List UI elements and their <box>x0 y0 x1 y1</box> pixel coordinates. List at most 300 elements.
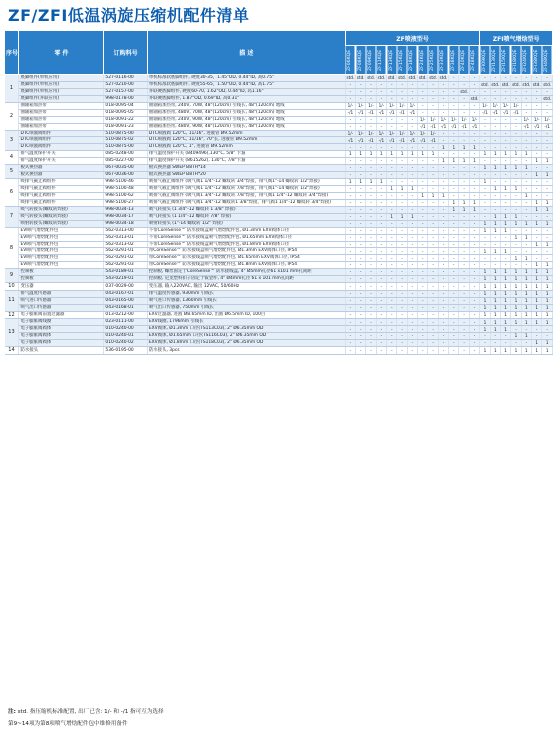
availability-cell: 1 <box>345 179 355 186</box>
availability-cell: - <box>459 340 469 347</box>
availability-cell: - <box>366 326 376 333</box>
availability-cell: - <box>418 165 428 172</box>
availability-cell: - <box>345 192 355 199</box>
availability-cell: 1/- <box>490 102 500 109</box>
availability-cell: 1 <box>490 220 500 227</box>
availability-cell: - <box>532 165 542 172</box>
part-code: 037-0029-00 <box>104 283 147 291</box>
availability-cell: 1 <box>500 227 510 234</box>
availability-cell: - <box>449 326 459 333</box>
availability-cell: - <box>521 227 531 234</box>
availability-cell: - <box>469 326 479 333</box>
availability-cell: - <box>438 304 448 311</box>
availability-cell: - <box>438 95 448 102</box>
availability-cell: - <box>407 241 417 248</box>
availability-cell: - <box>449 165 459 172</box>
availability-cell: - <box>397 88 407 95</box>
availability-cell: - <box>500 199 510 206</box>
availability-cell: - <box>366 241 376 248</box>
availability-cell: - <box>407 333 417 340</box>
part-name: EVI喷气增焓配件包 <box>19 248 104 255</box>
availability-cell: 1 <box>449 199 459 206</box>
availability-cell: - <box>407 227 417 234</box>
availability-cell: - <box>397 123 407 130</box>
availability-cell: - <box>356 340 366 347</box>
availability-cell: - <box>490 192 500 199</box>
availability-cell: - <box>407 319 417 326</box>
availability-cell: - <box>449 276 459 283</box>
availability-cell: - <box>511 137 521 144</box>
availability-cell: - <box>345 234 355 241</box>
part-desc: 喷气出口传感器, 750mm 引线长 <box>147 304 345 311</box>
availability-cell: - <box>469 81 479 88</box>
availability-cell: - <box>387 304 397 311</box>
availability-cell: - <box>418 269 428 276</box>
part-name: DTC喷液阀组件 <box>19 144 104 151</box>
availability-cell: -/1 <box>428 123 438 130</box>
part-desc: 不带CoreSense™ 防水接线盒喷气增焓配件包, Ø1.8mm EXV阀体口径 <box>147 241 345 248</box>
availability-cell: - <box>521 137 531 144</box>
availability-cell: - <box>438 241 448 248</box>
part-code: 527-0116-00 <box>104 75 147 82</box>
part-code: 562-0313-00 <box>104 227 147 234</box>
availability-cell: 1 <box>490 151 500 158</box>
availability-cell: - <box>418 319 428 326</box>
availability-cell: - <box>387 297 397 304</box>
availability-cell: - <box>459 151 469 158</box>
availability-cell: - <box>490 130 500 137</box>
availability-cell: - <box>387 81 397 88</box>
availability-cell: - <box>428 158 438 165</box>
availability-cell: - <box>345 81 355 88</box>
availability-cell: - <box>366 199 376 206</box>
part-code: 562-0291-03 <box>104 262 147 269</box>
availability-cell: - <box>480 137 490 144</box>
availability-cell: - <box>532 234 542 241</box>
availability-cell: - <box>376 158 386 165</box>
availability-cell: 1 <box>366 179 376 186</box>
availability-cell: - <box>397 340 407 347</box>
model-header: ZF40KQE <box>459 46 469 75</box>
availability-cell: - <box>542 165 553 172</box>
part-name: EVI喷气增焓配件包 <box>19 262 104 269</box>
availability-cell: - <box>428 109 438 116</box>
table-row <box>5 311 553 319</box>
availability-cell: -/1 <box>469 123 479 130</box>
footnote-label: 注: <box>8 709 16 715</box>
availability-cell: - <box>480 88 490 95</box>
availability-cell: 1 <box>490 165 500 172</box>
availability-cell: - <box>428 220 438 227</box>
availability-cell: 1 <box>521 311 531 319</box>
part-desc: 板式换热器 SWEP B8TH*14 <box>147 165 345 172</box>
availability-cell: - <box>542 109 553 116</box>
availability-cell: - <box>356 347 366 355</box>
availability-cell: - <box>542 88 553 95</box>
availability-cell: - <box>438 333 448 340</box>
availability-cell: 1 <box>542 283 553 291</box>
availability-cell: - <box>418 172 428 179</box>
availability-cell: 1 <box>542 158 553 165</box>
availability-cell: 1 <box>480 347 490 355</box>
availability-cell: - <box>397 192 407 199</box>
availability-cell: - <box>532 186 542 193</box>
availability-cell: - <box>356 81 366 88</box>
availability-cell: - <box>532 130 542 137</box>
part-name: 排气温度传感器 <box>19 290 104 297</box>
availability-cell: - <box>449 75 459 82</box>
availability-cell: 1 <box>532 290 542 297</box>
table-row <box>5 241 553 248</box>
table-row <box>5 130 553 137</box>
availability-cell: - <box>428 248 438 255</box>
part-name: 排气温度保护开关 <box>19 158 104 165</box>
availability-cell: - <box>469 137 479 144</box>
availability-cell: 1 <box>542 199 553 206</box>
availability-cell: - <box>387 347 397 355</box>
table-row <box>5 137 553 144</box>
model-header: ZF18KQE <box>407 46 417 75</box>
availability-cell: - <box>438 234 448 241</box>
part-code: 998-5100-46 <box>104 179 147 186</box>
availability-cell: - <box>397 116 407 123</box>
availability-cell: - <box>449 137 459 144</box>
availability-cell: 1/- <box>387 130 397 137</box>
availability-cell: - <box>469 165 479 172</box>
availability-cell: - <box>459 137 469 144</box>
availability-cell: - <box>469 276 479 283</box>
availability-cell: - <box>356 144 366 151</box>
availability-cell: - <box>387 123 397 130</box>
model-header: ZF25KQE <box>428 46 438 75</box>
availability-cell: 1 <box>480 276 490 283</box>
availability-cell: - <box>459 95 469 102</box>
availability-cell: - <box>345 186 355 193</box>
part-code: 023-0111-00 <box>104 319 147 326</box>
availability-cell: - <box>438 165 448 172</box>
availability-cell: - <box>511 144 521 151</box>
availability-cell: - <box>521 130 531 137</box>
availability-cell: - <box>366 269 376 276</box>
availability-cell: - <box>418 88 428 95</box>
availability-cell: - <box>459 75 469 82</box>
availability-cell: - <box>376 123 386 130</box>
availability-cell: - <box>449 227 459 234</box>
availability-cell: - <box>459 319 469 326</box>
availability-cell: - <box>407 144 417 151</box>
availability-cell: - <box>387 95 397 102</box>
availability-cell: - <box>532 326 542 333</box>
availability-cell: 1 <box>490 276 500 283</box>
model-header: ZFI18KQE <box>511 46 521 75</box>
availability-cell: - <box>428 88 438 95</box>
part-name: 变压器 <box>19 283 104 291</box>
availability-cell: - <box>356 297 366 304</box>
availability-cell: - <box>397 276 407 283</box>
availability-cell: - <box>542 186 553 193</box>
footnotes <box>8 706 548 730</box>
part-name: 板式换热器 <box>19 172 104 179</box>
availability-cell: - <box>532 151 542 158</box>
availability-cell: 1 <box>480 165 490 172</box>
availability-cell: - <box>345 304 355 311</box>
availability-cell: - <box>428 172 438 179</box>
availability-cell: - <box>469 213 479 220</box>
part-name: 吸排气截止阀组件 <box>19 186 104 193</box>
availability-cell: - <box>480 130 490 137</box>
availability-cell: - <box>490 206 500 213</box>
availability-cell: -/1 <box>418 123 428 130</box>
availability-cell: - <box>418 109 428 116</box>
availability-cell: 1 <box>521 192 531 199</box>
availability-cell: -/1 <box>356 109 366 116</box>
availability-cell: - <box>438 311 448 319</box>
availability-cell: - <box>376 88 386 95</box>
part-code: 562-0313-01 <box>104 234 147 241</box>
availability-cell: - <box>449 319 459 326</box>
table-row <box>5 220 553 227</box>
availability-cell: - <box>449 283 459 291</box>
availability-cell: - <box>532 137 542 144</box>
availability-cell: - <box>469 172 479 179</box>
availability-cell: - <box>345 123 355 130</box>
page-title: ZF/ZFI低温涡旋压缩机配件清单 <box>8 6 250 25</box>
parts-table <box>4 30 553 355</box>
availability-cell: - <box>542 144 553 151</box>
availability-cell: - <box>438 151 448 158</box>
availability-cell: - <box>438 248 448 255</box>
availability-cell: 1 <box>542 319 553 326</box>
table-row <box>5 304 553 311</box>
availability-cell: - <box>521 95 531 102</box>
availability-cell: - <box>428 234 438 241</box>
availability-cell: - <box>387 179 397 186</box>
availability-cell: - <box>345 227 355 234</box>
header-code: 订购料号 <box>104 31 147 75</box>
availability-cell: - <box>480 75 490 82</box>
part-desc: DTC喷液阀 120°C, 11/16", 70"长, 进液管 Ø9.52mm <box>147 137 345 144</box>
availability-cell: - <box>397 172 407 179</box>
model-header: ZF48KQE <box>469 46 479 75</box>
availability-cell: std. <box>439 75 448 81</box>
availability-cell: - <box>345 248 355 255</box>
availability-cell: - <box>418 248 428 255</box>
availability-cell: - <box>521 102 531 109</box>
availability-cell: - <box>449 304 459 311</box>
availability-cell: - <box>459 220 469 227</box>
availability-cell: 1 <box>521 220 531 227</box>
availability-cell: 1 <box>345 151 355 158</box>
availability-cell: - <box>387 116 397 123</box>
model-header: ZF06KQE <box>345 46 355 75</box>
availability-cell: - <box>397 165 407 172</box>
availability-cell: 1 <box>521 283 531 291</box>
availability-cell: - <box>407 165 417 172</box>
availability-cell: - <box>418 297 428 304</box>
availability-cell: - <box>469 75 479 82</box>
table-row <box>5 262 553 269</box>
availability-cell: -/1 <box>449 123 459 130</box>
availability-cell: - <box>469 109 479 116</box>
availability-cell: - <box>521 179 531 186</box>
availability-cell: - <box>397 333 407 340</box>
availability-cell: - <box>397 227 407 234</box>
availability-cell: 1 <box>459 144 469 151</box>
availability-cell: - <box>407 234 417 241</box>
availability-cell: - <box>387 248 397 255</box>
availability-cell: 1 <box>490 311 500 319</box>
availability-cell: - <box>376 333 386 340</box>
availability-cell: - <box>376 186 386 193</box>
availability-cell: - <box>345 213 355 220</box>
availability-cell: 1 <box>459 199 469 206</box>
availability-cell: std. <box>532 82 541 88</box>
availability-cell: - <box>418 241 428 248</box>
model-header: ZF15KQE <box>397 46 407 75</box>
availability-cell: 1 <box>490 213 500 220</box>
availability-cell: - <box>376 192 386 199</box>
availability-cell: - <box>469 333 479 340</box>
availability-cell: 1/- <box>480 102 490 109</box>
availability-cell: 1 <box>449 158 459 165</box>
availability-cell: - <box>356 319 366 326</box>
part-desc: 单机标准软底脚组件, 硬度55-65，1.50"OD, 0.44"ID, 高1.75" <box>147 81 345 88</box>
availability-cell: - <box>542 326 553 333</box>
table-row <box>5 192 553 199</box>
availability-cell: - <box>490 88 500 95</box>
availability-cell: - <box>511 199 521 206</box>
part-desc: 曲轴箱加热带, 480V, 90W, 48"(120cm) 引线长, 48"(120cm) 地线 <box>147 123 345 130</box>
availability-cell: - <box>469 283 479 291</box>
availability-cell: 1 <box>480 283 490 291</box>
availability-cell: - <box>490 340 500 347</box>
row-seq: 7 <box>5 206 19 227</box>
part-desc: 吸排气截止阀组件 (吸气阀1 3/4"-12 螺纹转1 3/8"焊接，排气阀1 1/4"-12 螺纹转 3/4"焊接) <box>147 199 345 206</box>
availability-cell: - <box>490 255 500 262</box>
availability-cell: - <box>397 206 407 213</box>
availability-cell: - <box>490 172 500 179</box>
footnote-text-2: 第9~14项为第8项喷气增焓配件包中维修用备件 <box>8 721 128 727</box>
availability-cell: 1 <box>469 158 479 165</box>
header-group-zf: ZF喷液型号 <box>345 31 480 46</box>
availability-cell: - <box>407 88 417 95</box>
availability-cell: -/1 <box>480 109 490 116</box>
availability-cell: 1 <box>500 283 510 291</box>
availability-cell: - <box>521 144 531 151</box>
availability-cell: std. <box>481 82 489 88</box>
table-row <box>5 172 553 179</box>
availability-cell: - <box>428 326 438 333</box>
availability-cell: - <box>438 340 448 347</box>
availability-cell: 1 <box>500 276 510 283</box>
availability-cell: 1 <box>500 248 510 255</box>
availability-cell: - <box>397 297 407 304</box>
availability-cell: - <box>418 179 428 186</box>
availability-cell: - <box>500 241 510 248</box>
availability-cell: - <box>480 172 490 179</box>
availability-cell: - <box>500 172 510 179</box>
availability-cell: std. <box>408 75 417 81</box>
availability-cell: - <box>397 95 407 102</box>
availability-cell: - <box>387 241 397 248</box>
availability-cell: - <box>366 123 376 130</box>
header-part: 零 件 <box>19 31 104 75</box>
availability-cell: - <box>469 248 479 255</box>
availability-cell: 1 <box>511 213 521 220</box>
part-desc: 控制板, 尼龙塑料扣子固定于钣金件, 4" Ø4mm孔径 61 x 101 mm孔间距 <box>147 276 345 283</box>
availability-cell: - <box>500 88 510 95</box>
availability-cell: 1 <box>521 276 531 283</box>
availability-cell: 1 <box>532 199 542 206</box>
part-name: DTC喷液阀组件 <box>19 130 104 137</box>
availability-cell: - <box>345 290 355 297</box>
availability-cell: - <box>387 326 397 333</box>
table-row <box>5 283 553 291</box>
availability-cell: - <box>459 227 469 234</box>
availability-cell: 1 <box>500 311 510 319</box>
availability-cell: - <box>449 248 459 255</box>
availability-cell: 1 <box>521 347 531 355</box>
availability-cell: - <box>407 158 417 165</box>
availability-cell: - <box>438 172 448 179</box>
availability-cell: -/1 <box>376 137 386 144</box>
availability-cell: 1/- <box>542 116 553 123</box>
availability-cell: 1 <box>511 304 521 311</box>
availability-cell: - <box>459 326 469 333</box>
availability-cell: - <box>356 276 366 283</box>
part-name: 吸气转接头(螺纹转焊接) <box>19 206 104 213</box>
availability-cell: - <box>459 283 469 291</box>
part-name: 吸气转接头(螺纹转焊接) <box>19 213 104 220</box>
availability-cell: - <box>397 248 407 255</box>
availability-cell: - <box>542 130 553 137</box>
availability-cell: - <box>345 283 355 291</box>
availability-cell: 1 <box>387 151 397 158</box>
table-row <box>5 255 553 262</box>
table-row <box>5 290 553 297</box>
availability-cell: 1/- <box>366 130 376 137</box>
availability-cell: - <box>376 81 386 88</box>
part-name: 电子膨胀阀阀体 <box>19 326 104 333</box>
availability-cell: - <box>532 192 542 199</box>
availability-cell: - <box>542 137 553 144</box>
availability-cell: 1 <box>418 192 428 199</box>
availability-cell: 1 <box>542 311 553 319</box>
part-name: 吸排气截止阀组件 <box>19 192 104 199</box>
availability-cell: 1/- <box>407 130 417 137</box>
availability-cell: - <box>521 109 531 116</box>
availability-cell: - <box>397 234 407 241</box>
part-desc: 吸排气截止阀组件 (吸气阀1 3/4"-12 螺纹转 7/8"焊接，排气阀1 1/4"-12 螺纹转 3/4"焊接) <box>147 192 345 199</box>
table-row <box>5 102 553 109</box>
availability-cell: - <box>376 199 386 206</box>
availability-cell: 1 <box>490 248 500 255</box>
availability-cell: - <box>407 290 417 297</box>
part-code: 018-0095-04 <box>104 102 147 109</box>
availability-cell: - <box>345 333 355 340</box>
availability-cell: - <box>449 220 459 227</box>
availability-cell: - <box>407 262 417 269</box>
availability-cell: - <box>521 248 531 255</box>
availability-cell: 1/- <box>345 102 355 109</box>
availability-cell: 1 <box>542 206 553 213</box>
availability-cell: 1/- <box>397 130 407 137</box>
availability-cell: 1 <box>511 290 521 297</box>
availability-cell: - <box>345 172 355 179</box>
availability-cell: - <box>449 262 459 269</box>
availability-cell: 1 <box>542 347 553 355</box>
availability-cell: - <box>532 179 542 186</box>
